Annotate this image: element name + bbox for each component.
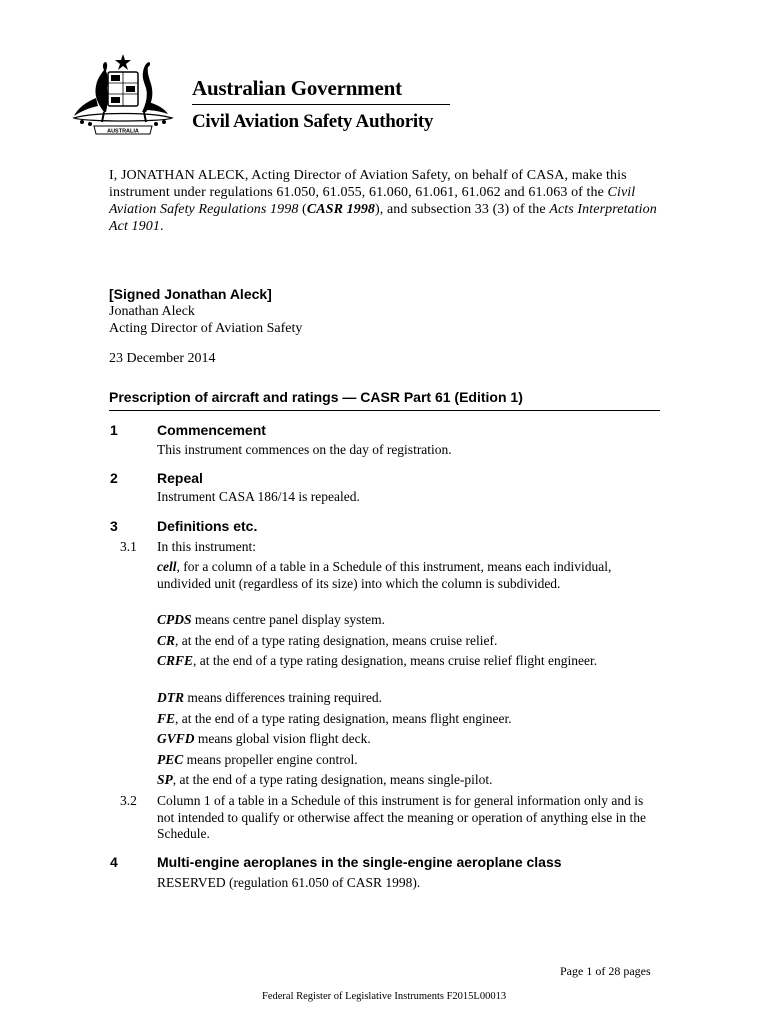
definition-fe: FE, at the end of a type rating designation, means flight engineer.: [157, 711, 512, 726]
section-2-number: 2: [110, 470, 118, 486]
header-divider: [192, 104, 450, 105]
definition-crfe: CRFE, at the end of a type rating designation, means cruise relief flight engineer.: [157, 653, 598, 668]
signed-line: [Signed Jonathan Aleck]: [109, 286, 272, 302]
section-3-heading: Definitions etc.: [157, 518, 258, 534]
instrument-title: Prescription of aircraft and ratings — CASR Part 61 (Edition 1): [109, 389, 523, 405]
subsection-3-2-text: Column 1 of a table in a Schedule of this instrument is for general information only and is not intended to qualify or otherwise affect the meaning or operation of anything else in the Schedule.: [157, 793, 646, 841]
section-2-heading: Repeal: [157, 470, 203, 486]
signature-block: [109, 286, 302, 337]
page-number: Page 1 of 28 pages: [560, 964, 651, 978]
subsection-3-1-intro: In this instrument:: [157, 539, 256, 554]
signatory-name: Jonathan Aleck: [109, 304, 195, 319]
regs-abbrev: CASR 1998: [306, 202, 376, 217]
coat-of-arms-logo: [64, 52, 182, 136]
page-top-margin: [0, 0, 768, 44]
definition-gvfd: GVFD means global vision flight deck.: [157, 731, 371, 746]
section-4-heading: Multi-engine aeroplanes in the single-engine aeroplane class: [157, 854, 562, 870]
regs-title: Civil Aviation Safety Regulations 1998: [109, 185, 636, 217]
definition-pec: PEC means propeller engine control.: [157, 752, 358, 767]
signature-date: 23 December 2014: [109, 351, 216, 366]
register-footer: Federal Register of Legislative Instruments F2015L00013: [262, 991, 507, 1002]
section-4-number: 4: [110, 854, 118, 870]
section-3-number: 3: [110, 518, 118, 534]
section-1-heading: Commencement: [157, 422, 266, 438]
section-1-text: This instrument commences on the day of registration.: [157, 442, 452, 457]
government-name: Australian Government: [192, 76, 402, 100]
section-4-text: RESERVED (regulation 61.050 of CASR 1998).: [157, 875, 421, 890]
definition-dtr: DTR means differences training required.: [157, 690, 383, 705]
crest-motto: AUSTRALIA: [107, 128, 139, 135]
section-1-number: 1: [110, 422, 118, 438]
definition-sp: SP, at the end of a type rating designation, means single-pilot.: [157, 772, 493, 787]
definition-cell: cell, for a column of a table in a Schedule of this instrument, means each individual, undivided unit (regardless of its size) into which the column is subdivided.: [157, 559, 612, 591]
title-divider: [109, 410, 660, 411]
agency-name: Civil Aviation Safety Authority: [192, 111, 434, 132]
signatory-role: Acting Director of Aviation Safety: [109, 321, 303, 336]
definition-cpds: CPDS means centre panel display system.: [157, 612, 385, 627]
subsection-3-1-number: 3.1: [120, 539, 137, 554]
section-2-text: Instrument CASA 186/14 is repealed.: [157, 489, 360, 504]
subsection-3-2-number: 3.2: [120, 793, 137, 808]
definition-cr: CR, at the end of a type rating designation, means cruise relief.: [157, 633, 498, 648]
preamble: I, JONATHAN ALECK, Acting Director of Aviation Safety, on behalf of CASA, make this instrument under regulations 61.050, 61.055, 61.060, 61.061, 61.062 and 61.063 of the Civil Aviation Safety Regulations 1998 (CASR 1998), and subsection 33 (3) of the Acts Interpretation Act 1901.: [109, 168, 657, 234]
act-title: Acts Interpretation Act 1901: [109, 202, 657, 234]
